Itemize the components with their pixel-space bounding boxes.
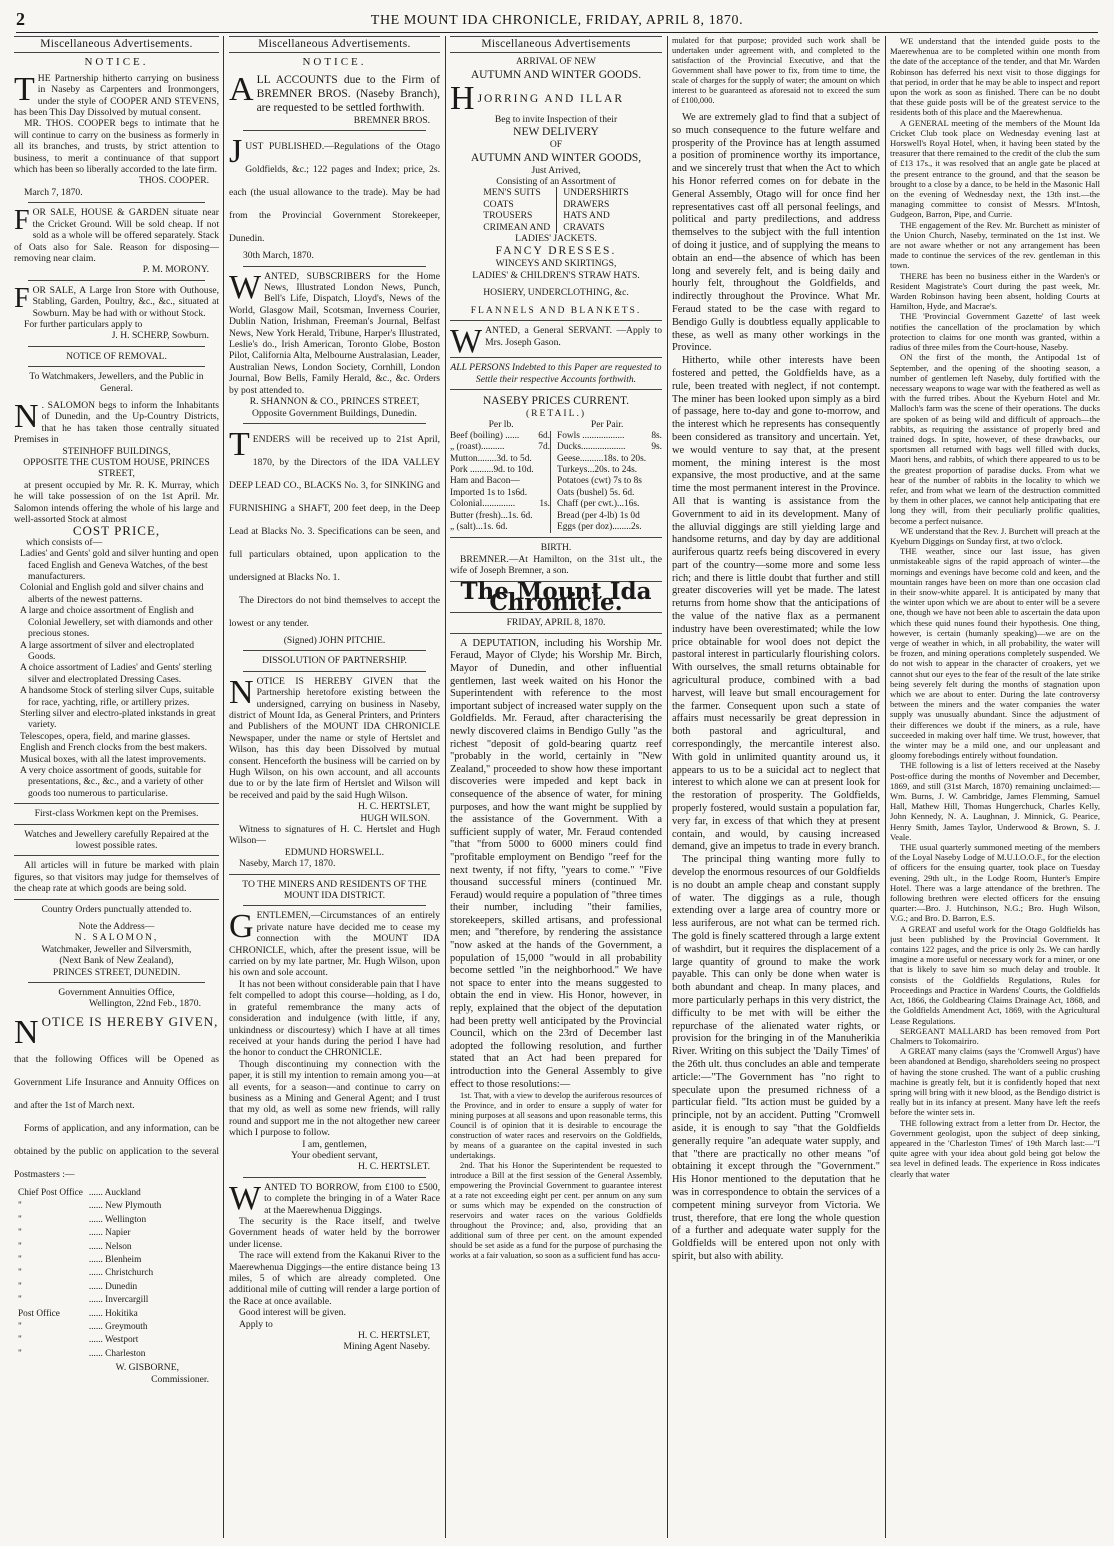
news-regulations: A GREAT and useful work for the Otago Goldfields has just been published by the Provincial Government. It contains 122 pages, and the price is only 2s. We can hardly imagine a more useful or necessary work for a miner, or one that is likely to save him so much delay and trouble. It consists of the Goldfields Regulations, Rules for Proceedings and Practice in Wardens' Courts, the Goldfields Act, 1866, the Goldbearing Claims Drainage Act, 1868, and the Goldfields Amendment Act, 1869, with the Agricultural Lease Regulations.: [890, 923, 1100, 1026]
cooper-signature: THOS. COOPER.: [138, 175, 209, 187]
divider: [14, 899, 219, 900]
cooper-date: March 7, 1870.: [24, 186, 83, 198]
price-cell: Mutton........3d. to 5d.: [450, 453, 532, 464]
per-pair: Per Pair.: [590, 419, 624, 431]
office-row: [16, 1282, 163, 1293]
office-type: ": [18, 1214, 22, 1225]
borrow-signature-2: Mining Agent Naseby.: [343, 1341, 430, 1353]
price-cell: Ducks...................: [557, 442, 626, 453]
dissolution-ad: [229, 673, 440, 801]
divider: [28, 202, 205, 203]
office-type: ": [18, 1241, 22, 1252]
accounts-signature: BREMNER BROS.: [353, 114, 430, 126]
office-town: ...... Charleston: [88, 1348, 146, 1359]
stock-list-item: Telescopes, opera, field, and marine glasses.: [20, 730, 191, 742]
drop-cap: G: [229, 908, 254, 946]
office-town: ...... Westport: [88, 1335, 139, 1346]
price-cell: Imported 1s to 1s6d.: [450, 487, 528, 498]
column-5: [890, 36, 1100, 1538]
office-type: ": [18, 1335, 22, 1346]
subscribers-text: ANTED, SUBSCRIBERS for the Home News, Illustrated London News, Punch, Bell's Life, Dispatch, Lloyd's, News of the World, Glasgow Mail, Scotsman, Inverness Courier, Dublin Nation, Irishman, Freeman's Journal, Belfast News, New York Herald, Tribune, Harper's Illustrated, Leslie's do., Irish American, Toronto Globe, Boston Pilot, California Alta, Melbourne Australasian, Leader, Australian News, London Society, Cornhill, London Journal, Bow Bells, Family Herald, &c., &c. Orders by post attended to.: [229, 270, 440, 396]
office-row: [16, 1309, 163, 1320]
divider: [28, 366, 205, 367]
office-row: [16, 1255, 163, 1266]
news-guide-posts: WE understand that the intended guide posts to the Maerewhenua are to be completed within one month from the date of the acceptance of the tender, and that Mr. Warden Robinson has deferred his next visit to those diggings for that period, in order that he may be able to inspect and report upon the work as soon as finished. There can be no doubt that these guide posts will be of the greatest service to the residents both of this place and the Maerewhenua.: [890, 36, 1100, 118]
goods-item: DRAWERS: [563, 198, 610, 210]
divider: [450, 389, 662, 390]
price-cell: [651, 499, 662, 510]
price-cell: Chaff (per cwt.)...16s.: [557, 499, 640, 510]
goods-right: [563, 187, 629, 233]
drop-cap: W: [450, 323, 483, 361]
office-town: ...... Napier: [88, 1228, 131, 1239]
column-rule: [223, 36, 224, 1538]
office-town: ...... Wellington: [88, 1214, 147, 1225]
address-trade: Watchmaker, Jeweller and Silversmith,: [41, 943, 192, 955]
price-cell: [538, 511, 551, 522]
price-cell: „ (salt)...1s. 6d.: [450, 521, 508, 532]
office-town: ...... Auckland: [88, 1187, 141, 1198]
price-cell: Geese..........18s. to 20s.: [557, 453, 647, 464]
stock-list-item: A choice assortment of Ladies' and Gents' sterling silver and electroplated Dressing Cases.: [20, 662, 212, 685]
office-town: ...... New Plymouth: [88, 1201, 162, 1212]
news-letters: THE following is a list of letters received at the Naseby Post-office during the months of November and December, 1869, and still (31st March, 1870) remaining unclaimed:—Wm. Burns, J. W. Cambridge, James Flemming, Samuel Hall, Mathew Hill, Thomas Hungerchuck, Charles Kelly, John Kennedy, N. A. Laughnan, J. Minnick, G. Pearice, Henry Smith, James Taylor, Underwood & Brown, S. J. Veale.: [890, 760, 1100, 842]
office-row: [16, 1242, 163, 1253]
given-ad: [14, 1013, 219, 1051]
of: OF: [549, 139, 563, 151]
price-cell: Pork ..........9d. to 10d.: [450, 464, 534, 475]
news-weather: THE weather, since our last issue, has given unmistakeable signs of the rapid approach of winter—the mornings and evenings have become cold and keen, and the mountain ranges have been on more than one occasion clad in their snow-white apparel. It is anticipated by many that the winter upon which we are about to enter will be a severe one, though we have not been able to ascertain the data upon which these quid nunes found their hypothesis. One thing, however, is certain (humanly speaking)—we are on the verge of weather in which, in all probability, the water will be frozen, and mining operations completely suspended. We do not wish to appear in the character of croakers, yet we cannot shut our eyes to the fear of the result of the late strike being severely felt during the months of stagnation upon which we are about to enter. During the late controversy between the miners and the water companies the water supply was unusually abundant. Since the adjustment of their differences we doubt if the miners, as a rule, have succeeded in making over half time. We trust, however, that the winter may be a mild one, and our unpleasant and gloomy forebodings entirely without foundation.: [890, 546, 1100, 761]
column-2: [229, 36, 440, 1538]
gisborne: W. GISBORNE,: [115, 1362, 179, 1374]
gentlemen-ad: [229, 910, 440, 978]
dissolution-text: OTICE IS HEREBY GIVEN that the Partnership heretofore existing between the undersigned, carrying on business in Naseby, district of Mount Ida, as General Printers, and Printers and Publishers of the MOUNT IDA CHRONICLE Newspaper, under the name or style of Hertslet and Wilson, has this day been Dissolved by mutual consent. Henceforth the business will be carried on by Hugh Wilson, on his own account, and all accounts due to or by the late firm of Hertslet and Wilson will be received and paid by the said Hugh Wilson.: [229, 675, 440, 801]
consisting: Consisting of an Assortment of: [496, 176, 616, 188]
price-cell: Turkeys...20s. to 24s.: [557, 464, 638, 475]
gentlemen-text-3: Though discontinuing my connection with the paper, it is still my intention to remain among you—at all events, for a season—and continue to carry on business as a Mining and General Agent; and I trust that my old, as well as some new friends, will rally round and support me in the not altogether new career which I purpose to follow.: [229, 1058, 440, 1139]
subscribers-ad: [229, 268, 440, 396]
news-preach: WE understand that the Rev. J. Burchett will preach at the Kyeburn Diggings on Sunday first, at two o'clock.: [890, 525, 1100, 546]
witness-name: EDMUND HORSWELL.: [284, 846, 385, 858]
per-lb: Per lb.: [488, 419, 514, 431]
salomon-ad: [14, 397, 219, 446]
sale-1-signature: P. M. MORONY.: [142, 264, 209, 276]
dissolution-sig-1: H. C. HERTSLET,: [358, 801, 430, 813]
price-cell: 8s.: [651, 430, 662, 441]
leader-paragraph-1: A DEPUTATION, including his Worship Mr. Feraud, Mayor of Clyde; his Worship Mr. Birch, Mayor of Dunedin, and other influential gentlemen, last week waited on his Honor the Superintendent with reference to the most important subject of increased water supply on the Goldfields. Mr. Feraud, after characterising the newly discovered claims in Bendigo Gully "as the richest "deposit of gold-bearing quartz reef "probably in the world, certainly in "New Zealand," proceeded to show how these important discoveries were impeded and kept back in consequence of the absence of water, for mining purposes, and how the want might be supplied by the assistance of the Government. With a sufficient supply of water, Mr. Feraud contended "that "from 5000 to 6000 miners could find "profitable employment on Bendigo "reef for the next twenty, if not fifty, "years to come." "Five thousand successful miners (continued Mr. Feraud) would require a population of "three times their number, including "their families, storekeepers, skilled artisans, and professional men; and "therefore, by rendering the assistance "now asked at the hands of the Government, a population of 15,000 "would in all probability become settled "in the neighborhood." We have not space to enter into the means suggested to obtain the end in view. His Honor, however, in reply, explained that the object of the deputation had been pretty well anticipated by the Provincial Council, which on the 23rd of December last adopted the following resolution, and further stated that an Act had been prepared for introduction into the General Assembly to give effect to those resolutions:—: [450, 637, 662, 1090]
news-courts: THERE has been no business either in the Warden's or Resident Magistrate's Court during the past week, Mr. Warden Robinson having been absent, holding Courts at Hamilton, Hyde, and Macrae's.: [890, 270, 1100, 312]
price-row: [450, 488, 662, 499]
dateline: FRIDAY, APRIL 8, 1870.: [506, 617, 606, 629]
stock-list-item: Ladies' and Gents' gold and silver hunting and open faced English and Geneva Watches, of the best manufacturers.: [20, 548, 219, 583]
news-shooting: ON the first of the month, the Antipodal 1st of September, and the opening of the shooting season, a number of gentlemen left Naseby, duly fortified with the necessary weapons to wage war with the feathered as well as with the furred tribes. About the Kyeburn Hotel and Mr. Malloch's farm was the scene of their operations. The ducks are spoken of as being wild and difficult of approach—the rabbits, as requiring the assistance of properly bred and trained dogs. In spite, however, of these drawbacks, our sportsmen all returned with bags well filled with ducks, Maori hens, and rabbits, of which there appeared to us to be the greatest proportion of paradise ducks. From what we hear of the number of rabbits in the locality to which we refer, and from what we learn of the destruction committed by them in other places, we cannot help anticipating that ere long they will, from their peculiarly prolific qualities, become a perfect nuisance.: [890, 352, 1100, 526]
price-row: [450, 476, 662, 487]
office-row: [16, 1201, 163, 1212]
indebted: ALL PERSONS Indebted to this Paper are requested to Settle their respective Accounts forthwith.: [450, 362, 662, 385]
cooper-text: MR. THOS. COOPER begs to intimate that he will continue to carry on the business as formerly in all its branches, and trusts, by strict attention to business, to merit a continuance of that support which has been so liberally accorded to the late firm.: [14, 118, 219, 176]
price-cell: Ham and Bacon—: [450, 476, 520, 487]
witness-date: Naseby, March 17, 1870.: [239, 858, 336, 870]
notice-heading: NOTICE.: [84, 56, 149, 69]
drop-cap: N: [229, 673, 254, 711]
directors-text: The Directors do not bind themselves to accept the lowest or any tender.: [229, 594, 440, 629]
price-cell: [651, 454, 662, 465]
birth-heading: BIRTH.: [540, 542, 572, 554]
stock-list-item: Sterling silver and electro-plated inkstands in great variety.: [20, 707, 216, 731]
price-row: [450, 511, 662, 522]
notice-heading: NOTICE.: [302, 56, 367, 69]
annuities-office: Government Annuities Office,: [58, 987, 175, 999]
price-cell: Bread (per 4-lb) 1s 0d: [557, 510, 640, 521]
price-cell: 9s.: [651, 442, 662, 453]
office-type: Chief Post Office: [18, 1187, 83, 1198]
masthead: The Mount Ida Chronicle.: [460, 577, 652, 616]
salomon-text: . SALOMON begs to inform the Inhabitants of Dunedin, and the Up-Country Districts, that he has taken those centrally situated Premises in: [14, 399, 219, 446]
leader-paragraph-2: We are extremely glad to find that a subject of so much consequence to the future welfare and prosperity of the Province has at length assumed a position of prominence worthy its importance, and we sincerely trust that when the Act to which his Honor referred comes on for debate in the General Assembly, Otago will for once find her representatives cast off all personal feelings, and political and party predilections, and address themselves to the subject with the full intention of doing it justice, and of supplying the means to obtain an end—the absence of which has been long and severely felt, and is being daily and hourly felt, throughout the Goldfields, and indirectly throughout the Province. What Mr. Feraud stated to be the case with regard to Bendigo Gully is doubtless equally applicable to these, as well as many other workings in the Province.: [672, 112, 880, 354]
accounts-text: LL ACCOUNTS due to the Firm of BREMNER BROS. (Naseby Branch), are requested to be settled forthwith.: [256, 73, 440, 114]
borrow-signature: H. C. HERTSLET,: [358, 1330, 430, 1342]
dissolution-heading: DISSOLUTION OF PARTNERSHIP.: [262, 655, 407, 667]
hosiery: HOSIERY, UNDERCLOTHING, &c.: [483, 287, 629, 299]
given-heading: OTICE IS HEREBY GIVEN,: [41, 1013, 219, 1029]
accounts-ad: [229, 70, 440, 115]
winceys: WINCEYS AND SKIRTINGS,: [495, 258, 617, 270]
office-row: [16, 1215, 163, 1226]
stock-list-item: A large assortment of silver and electroplated Goods.: [20, 639, 195, 662]
divider: [243, 266, 426, 267]
published-text: UST PUBLISHED.—Regulations of the Otago Goldfields, &c.; 122 pages and Index; price, 2s. each (the usual allowance to the trade). May be had from the Provincial Government Storekeeper, Dunedin.: [229, 141, 440, 245]
goods-item: CRIMEAN AND: [483, 221, 551, 233]
repairs: Watches and Jewellery carefully Repaired at the lowest possible rates.: [24, 828, 209, 851]
column-1: [14, 36, 219, 1538]
page-number: 2: [16, 9, 25, 29]
stock-list-item: A large and choice assortment of English and Colonial Jewellery, set with diamonds and other precious stones.: [20, 605, 213, 640]
office-type: ": [18, 1348, 22, 1359]
drop-cap: T: [14, 70, 35, 108]
office-town: ...... Nelson: [88, 1241, 132, 1252]
drop-cap: N: [14, 397, 39, 435]
office-row: [16, 1335, 163, 1346]
office-row: [16, 1322, 163, 1333]
office-type: Post Office: [18, 1308, 60, 1319]
miners-heading: TO THE MINERS AND RESIDENTS OF THE MOUNT IDA DISTRICT.: [242, 878, 427, 902]
divider: [243, 130, 426, 131]
sale-2-text: OR SALE, A Large Iron Store with Outhouse, Stabling, Garden, Poultry, &c., &c., situated at Sowburn. May be had with or without Stock.: [32, 284, 219, 319]
price-cell: Butter (fresh)...1s. 6d.: [450, 510, 533, 521]
drop-cap: N: [14, 1013, 39, 1051]
tenders-signed: (Signed) JOHN PITCHIE.: [283, 634, 386, 646]
stock-list: [14, 548, 219, 799]
column-rule: [667, 36, 668, 1538]
office-town: ...... Blenheim: [88, 1254, 142, 1265]
price-cell: 7d.: [538, 442, 551, 453]
sale-ad-2: [14, 282, 219, 319]
price-cell: „ (roast)..........: [450, 442, 505, 453]
invite: Beg to invite Inspection of their: [494, 113, 618, 125]
drop-cap: F: [14, 205, 30, 237]
office-type: ": [18, 1321, 22, 1332]
divider: [28, 280, 205, 281]
price-cell: 6d.: [538, 430, 551, 441]
divider: [243, 650, 426, 651]
resolution-continued: mulated for that purpose; provided such work shall be undertaken under agreement with, and completed to the satisfaction of the Provincial Executive, and that the Government shall have power to fix, from time to time, the scale of charges for the supply of water; the amount on which interest to be guaranteed as aforesaid not to exceed the sum of £100,000.: [672, 36, 880, 105]
divider: [14, 803, 219, 804]
gentlemen-text: ENTLEMEN,—Circumstances of an entirely private nature have decided me to cease my connection with the MOUNT IDA CHRONICLE, which, after the present issue, will be carried on by my late partner, Mr. Hugh Wilson, upon his own and sole account.: [229, 910, 440, 979]
goods-item: TROUSERS: [483, 210, 533, 222]
tenders-ad: [229, 425, 440, 589]
divider: [450, 633, 662, 634]
gentlemen-close-2: Your obedient servant,: [291, 1149, 378, 1161]
divider: [450, 537, 662, 538]
office-town: ...... Dunedin: [88, 1281, 138, 1292]
column-rule: [885, 36, 886, 1538]
leader-resolution-1: 1st. That, with a view to develop the auriferous resources of the Province, and in order to ensure a supply of water for mining purposes at all seasons and upon reasonable terms, this Council is of opinion that it is desirable to encourage the construction of water races and reservoirs on the Goldfields, by means of a guarantee on the capital invested in such undertakings.: [450, 1091, 662, 1161]
price-row: [450, 431, 662, 442]
price-cell: Fowls ..................: [557, 430, 625, 441]
price-cell: [538, 454, 551, 465]
prices-table: [450, 431, 662, 534]
stock-list-item: A very choice assortment of goods, suitable for presentations, &c., &c., and a variety of other goods too numerous to particularise.: [20, 764, 204, 799]
consists: which consists of—: [26, 536, 103, 548]
opposite: OPPOSITE THE CUSTOM HOUSE, PRINCES STREET,: [23, 457, 210, 480]
removal-to: To Watchmakers, Jewellers, and the Public in General.: [29, 371, 204, 394]
leader-paragraph-4: The principal thing wanting more fully to develop the enormous resources of our Goldfields is no doubt an ample cheap and constant supply of water. The diggings as a rule, though extending over a large area of country more or less auriferous, are not what can be termed rich. The gold is finely scattered through a large extent of washdirt, but it requires the displacement of a large quantity of ground to make the work payable. This can only be done when water is both abundant and cheap. In many places, and more particularly perhaps in this very district, the difficulty to be met with will be either the repurchase of the alienated water rights, or provision for the bringing in of the Manuherikia River. Writing on this subject the 'Daily Times' of the 26th ult. thus concludes an able and temperate article:—"The Government has "no right to speculate upon the presumed richness of a particular field. "Its action must be guided by a principle, not by an accident. Putting "Cromwell aside, it is enough to say "that the Goldfields generally require "an adequate water supply, and that "there are practically no other means "of obtaining it except through the "Government." His Honor mentioned to the deputation that he was in correspondence to obtain the services of a competent mining surveyor from Victoria. We trust, therefore, that ere long the whole question of a further and adequate water supply for the Goldfields will be entered upon not only with spirit, but also with ability.: [672, 854, 880, 1262]
goods-item: HATS AND: [563, 210, 610, 222]
office-type: ": [18, 1228, 22, 1239]
news-lodge: THE usual quarterly summoned meeting of the members of the Loyal Naseby Lodge of M.U.I.O.O.F., for the election of officers for the ensuing quarter, took place on Tuesday evening, 29th ult., in the Lodge Room, Hunter's Empire Hotel. There was a large attendance of the brethren. The following brethren were elected officers for the ensuing quarter:—Bro. J. Hutchinson, N.G.; Bro. Hugh Wilson, V.G.; and Bro. D. Barron, E.S.: [890, 842, 1100, 924]
gentlemen-signature: H. C. HERTSLET.: [358, 1161, 430, 1173]
office-row: [16, 1188, 163, 1199]
gentlemen-close-1: I am, gentlemen,: [302, 1138, 367, 1150]
price-cell: [651, 465, 662, 476]
leader-resolution-2: 2nd. That his Honor the Superintendent be requested to introduce a Bill at the first session of the General Assembly, empowering the Provincial Government to guarantee interest at a rate not exceeding eight per cent. per annum on any sum or sums which may be expended on the construction of reservoirs and water races on the various Goldfields throughout the Province; and, also, providing that an additional sum of three per cent. on the amount expended should be set aside as a fund for the purpose of purchasing the works at a fair valuation, so soon as a sufficient fund has accu-: [450, 1161, 662, 1261]
servant-text: ANTED, a General SERVANT. —Apply to Mrs. Joseph Gason.: [485, 325, 662, 348]
divider: [28, 982, 205, 983]
stock-list-item: English and French clocks from the best makers.: [20, 742, 208, 754]
steinhoff: STEINHOFF BUILDINGS,: [62, 445, 171, 457]
servant-ad: [450, 323, 662, 361]
page-header: [16, 6, 1098, 33]
address-name: N. SALOMON,: [74, 932, 159, 944]
partnership-text: HE Partnership hitherto carrying on business in Naseby as Carpenters and Ironmongers, under the style of COOPER AND STEVENS, has been This Day Dissolved by mutual consent.: [14, 72, 219, 119]
straw: LADIES' & CHILDREN'S STRAW HATS.: [472, 269, 640, 281]
partnership-notice: [14, 70, 219, 119]
sale-2-apply: For further particulars apply to: [24, 318, 143, 330]
borrow-apply: Apply to: [239, 1318, 273, 1330]
price-row: [450, 522, 662, 533]
drop-cap: A: [229, 70, 254, 108]
delivery: NEW DELIVERY: [513, 126, 599, 139]
drop-cap: W: [229, 1179, 262, 1217]
drop-cap: J: [229, 133, 243, 171]
price-cell: Eggs (per doz)........2s.: [557, 521, 642, 532]
office-row: [16, 1295, 163, 1306]
divider: [243, 905, 426, 906]
column-4: [672, 36, 880, 1538]
goods-list: [450, 187, 662, 233]
price-cell: Colonial..............: [450, 499, 516, 510]
price-cell: [538, 488, 551, 499]
price-cell: 1s.: [539, 499, 551, 510]
price-row: [450, 465, 662, 476]
office-row: [16, 1268, 163, 1279]
just-arrived: Just Arrived,: [531, 164, 581, 176]
section-heading: Miscellaneous Advertisements: [450, 36, 662, 53]
price-row: [450, 454, 662, 465]
price-cell: [651, 522, 662, 533]
news-gazette: THE 'Provincial Government Gazette' of last week notifies the cancellation of the proclamation by which protection to claims for one month was granted, within a radius of three miles from the Court-house, Naseby.: [890, 311, 1100, 353]
newspaper-title: THE MOUNT IDA CHRONICLE, FRIDAY, APRIL 8, 1870.: [370, 13, 744, 28]
birth-text: BREMNER.—At Hamilton, on the 31st ult., the wife of Joseph Bremner, a son.: [450, 553, 662, 577]
office-row: [16, 1349, 163, 1360]
cost-price: COST PRICE,: [72, 523, 161, 539]
price-cell: Beef (boiling) ......: [450, 430, 520, 441]
section-heading: Miscellaneous Advertisements.: [14, 36, 219, 53]
stock-list-item: Colonial and English gold and silver chains and alberts of the newest patterns.: [20, 582, 204, 605]
divider: [243, 1177, 426, 1178]
office-town: ...... Greymouth: [88, 1321, 148, 1332]
price-cell: Oats (bushel) 5s. 6d.: [557, 487, 635, 498]
borrow-text: ANTED TO BORROW, from £100 to £500, to complete the bringing in of a Water Race at the Maerewhenua Diggings.: [264, 1181, 440, 1216]
firm-name: JORRING AND ILLAR: [477, 92, 625, 105]
goods-item: UNDERSHIRTS: [563, 187, 629, 199]
dissolution-sig-2: HUGH WILSON.: [360, 812, 430, 824]
shannon: R. SHANNON & CO., PRINCES STREET,: [249, 396, 420, 408]
price-cell: [538, 465, 551, 476]
note-address: Note the Address—: [78, 921, 155, 933]
offices-table: [14, 1186, 165, 1362]
office-town: ...... Christchurch: [88, 1268, 154, 1279]
sale-ad-1: [14, 207, 219, 264]
office-type: ": [18, 1201, 22, 1212]
office-type: ": [18, 1254, 22, 1265]
column-3: [450, 36, 662, 1538]
divider: [28, 346, 205, 347]
removal-heading: NOTICE OF REMOVAL.: [66, 350, 167, 362]
office-type: ": [18, 1268, 22, 1279]
shannon-address: Opposite Government Buildings, Dunedin.: [252, 407, 417, 419]
flannels: FLANNELS AND BLANKETS.: [470, 304, 642, 316]
borrow-text-4: Good interest will be given.: [239, 1307, 346, 1319]
goods: AUTUMN AND WINTER GOODS,: [470, 151, 642, 164]
annuities-date: Wellington, 22nd Feb., 1870.: [89, 998, 201, 1010]
workmen: First-class Workmen kept on the Premises.: [34, 808, 199, 820]
goods-item: COATS: [483, 198, 514, 210]
price-cell: [538, 476, 551, 487]
murray-text: at present occupied by Mr. R. K. Murray, which he will take possession of on the 1st April. Mr. Salomon intends offering the whole of his large and well-assorted Stock at almost: [14, 479, 219, 526]
news-rev-burchett: THE engagement of the Rev. Mr. Burchett as minister of the Union Church, Naseby, terminated on the 1st inst. We are not aware whether or not any arrangement has been made to continue the services of the rev. gentleman in this town.: [890, 219, 1100, 271]
drop-cap: F: [14, 282, 30, 314]
divider: [229, 874, 440, 875]
leader-paragraph-3: Hitherto, while other interests have been fostered and petted, the Goldfields have, as a rule, been treated with neglect, if not contempt. The miner has been looked upon simply as a bird of passage, here to-day and gone to-morrow, and the interest which he represents has consequently been considered as transitory and uncertain. Yet, we would venture to say that, at the present moment, the mining interest is the most expansive, the most productive, and at the same time the most permanent interest in the Province. All that is wanting is assistance from the Government to aid in its development. Many of the alluvial diggings are still yielding large and handsome returns, and day by day are additional auriferous quartz reefs being discovered in every part of the country—some more and some less rich; and there is little doubt that further and still greater discoveries will yet be made. The latest returns from home show that the anticipations of the value of the native flax as a permanent industry have been overestimated; while the low price obtainable for wool does not depict the pastoral interest in particularly flourishing colors. With ourselves, the small returns obtainable for agricultural produce, combined with a bad harvest, will leave but small encouragement for the farmer. Consequent upon such a state of affairs must necessarily be great depression in both pastoral and agricultural, and correspondingly, the mercantile interest also. With gold in unlimited quantity around us, it appears to us to be a suicidal act to neglect that interest to which alone we can at present look for the restoration of prosperity. The Goldfields, properly fostered, would sustain a population far, very far, in excess of that which they at present contain, and would, by causing increased demand, give an impetus to trade in every branch.: [672, 355, 880, 853]
country-orders: Country Orders punctually attended to.: [41, 903, 192, 915]
sale-2-signature: J. H. SCHERP, Sowburn.: [111, 330, 209, 342]
divider: [450, 320, 662, 321]
price-row: [450, 499, 662, 510]
news-cricket-club: A GENERAL meeting of the members of the Mount Ida Cricket Club took place on Wednesday evening last at Horswell's Royal Hotel, when, it having been stated by the treasurer that there remained to the credit of the club the sum of £13 17s., it was resolved that an angle gate be placed at the present entrance to the ground, and that the season be brought to a close by a dance, to be held in the Masonic Hall on the evening of Wednesday next, the 13th inst.—the managing committee to consist of Messrs. M'Intosh, Gudgeon, Barron, Pipe, and Currie.: [890, 117, 1100, 220]
section-heading: Miscellaneous Advertisements.: [229, 36, 440, 53]
news-claims: A GREAT many claims (says the 'Cromwell Argus') have been abandoned at Bendigo, shareholders seeing no prospect of having the stone crushed. The want of a public crushing machine is greatly felt, but it is confidently hoped that next spring will bring with it new blood, as the Bendigo district is really but in its infancy at present. Many have left the reefs before the winter sets in.: [890, 1046, 1100, 1118]
given-text: that the following Offices will be Opened as Government Life Insurance and Annuity Offices on and after the 1st of March next.: [14, 1053, 219, 1111]
office-town: ...... Invercargill: [88, 1295, 149, 1306]
goods-item: CRAVATS: [563, 221, 605, 233]
plain-figures: All articles will in future be marked with plain figures, so that visitors may judge for themselves of the cheap rate at which goods are being sold.: [14, 860, 219, 895]
autumn-heading: AUTUMN AND WINTER GOODS.: [470, 68, 642, 81]
office-type: ": [18, 1281, 22, 1292]
goods-item: MEN'S SUITS: [483, 187, 541, 199]
drop-cap: W: [229, 268, 262, 306]
column-rule: [445, 36, 446, 1538]
address-street: PRINCES STREET, DUNEDIN.: [52, 966, 181, 978]
office-town: ...... Hokitika: [88, 1308, 138, 1319]
tenders-text: ENDERS will be received up to 21st April, 1870, by the Directors of the IDA VALLEY DEEP LEAD CO., BLACKS No. 3, for SINKING and FURNISHING a SHAFT, 200 feet deep, in the Deep Lead at Blacks No. 3. Specifications can be seen, and full particulars obtained, upon application to the undersigned at Blacks No. 1.: [229, 433, 440, 583]
office-row: [16, 1228, 163, 1239]
news-hector: THE following extract from a letter from Dr. Hector, the Government geologist, upon the subject of deep sinking, appeared in the 'Charleston Times' of 19th March last:—"I quite agree with your idea about gold being got below the sea level in defined leads. The experience in Ross indicates clearly that water: [890, 1117, 1100, 1179]
witness-text: Witness to signatures of H. C. Hertslet and Hugh Wilson—: [229, 824, 440, 847]
stock-list-item: Musical boxes, with all the latest improvements.: [20, 753, 206, 765]
gentlemen-text-2: It has not been without considerable pain that I have felt compelled to adopt this course—holding, as I do, in grateful remembrance the many acts of consideration and indulgence (with little, if any, unkindness or discourtesy) which I have at all times received at your hands during the period I have had the honor to conduct the CHRONICLE.: [229, 978, 440, 1059]
borrow-text-3: The race will extend from the Kakanui River to the Maerewhenua Diggings—the entire distance being 13 miles, 5 of which are already completed. One additional mile of cutting will render a large portion of the Race at once available.: [229, 1250, 440, 1307]
divider: [14, 824, 219, 825]
arrival: ARRIVAL OF NEW: [516, 56, 596, 68]
price-cell: [651, 488, 662, 499]
price-cell: Potatoes (cwt) 7s to 8s: [557, 476, 642, 487]
address-next: (Next Bank of New Zealand),: [59, 955, 174, 967]
price-cell: [538, 522, 551, 533]
borrow-text-2: The security is the Race itself, and twelve Government heads of water held by the borrower under license.: [229, 1216, 440, 1250]
retail: (RETAIL.): [525, 407, 587, 419]
office-type: ": [18, 1295, 22, 1306]
prices-heading: NASEBY PRICES CURRENT.: [482, 394, 629, 407]
price-row: [450, 442, 662, 453]
firm-heading: [450, 79, 662, 117]
goods-left: [483, 187, 557, 233]
commissioner: Commissioner.: [151, 1373, 209, 1385]
prices-units: [450, 419, 662, 430]
drop-cap: T: [229, 425, 250, 463]
divider: [243, 671, 426, 672]
published-date: 30th March, 1870.: [243, 250, 314, 262]
fancy: FANCY DRESSES.: [495, 245, 617, 258]
jackets: LADIES' JACKETS.: [515, 233, 597, 245]
divider: [243, 423, 426, 424]
sale-1-text: OR SALE, HOUSE & GARDEN situate near the Cricket Ground. Will be sold cheap. If not sold as a whole will be offered separately. Stack of Oats also for Sale. Reason for disposing—removing near claim.: [14, 207, 219, 264]
price-cell: [651, 511, 662, 522]
news-sergeant: SERGEANT MALLARD has been removed from Port Chalmers to Tokomairiro.: [890, 1025, 1100, 1046]
published-ad: [229, 135, 440, 250]
borrow-ad: [229, 1179, 440, 1217]
drop-cap: H: [450, 79, 475, 117]
price-cell: [651, 476, 662, 487]
stock-list-item: A handsome Stock of sterling silver Cups, suitable for race, yachting, rifle, or artillery prizes.: [20, 685, 214, 708]
divider: [14, 855, 219, 856]
forms-text: Forms of application, and any information, can be obtained by the public on application to the several Postmasters :—: [14, 1122, 219, 1180]
